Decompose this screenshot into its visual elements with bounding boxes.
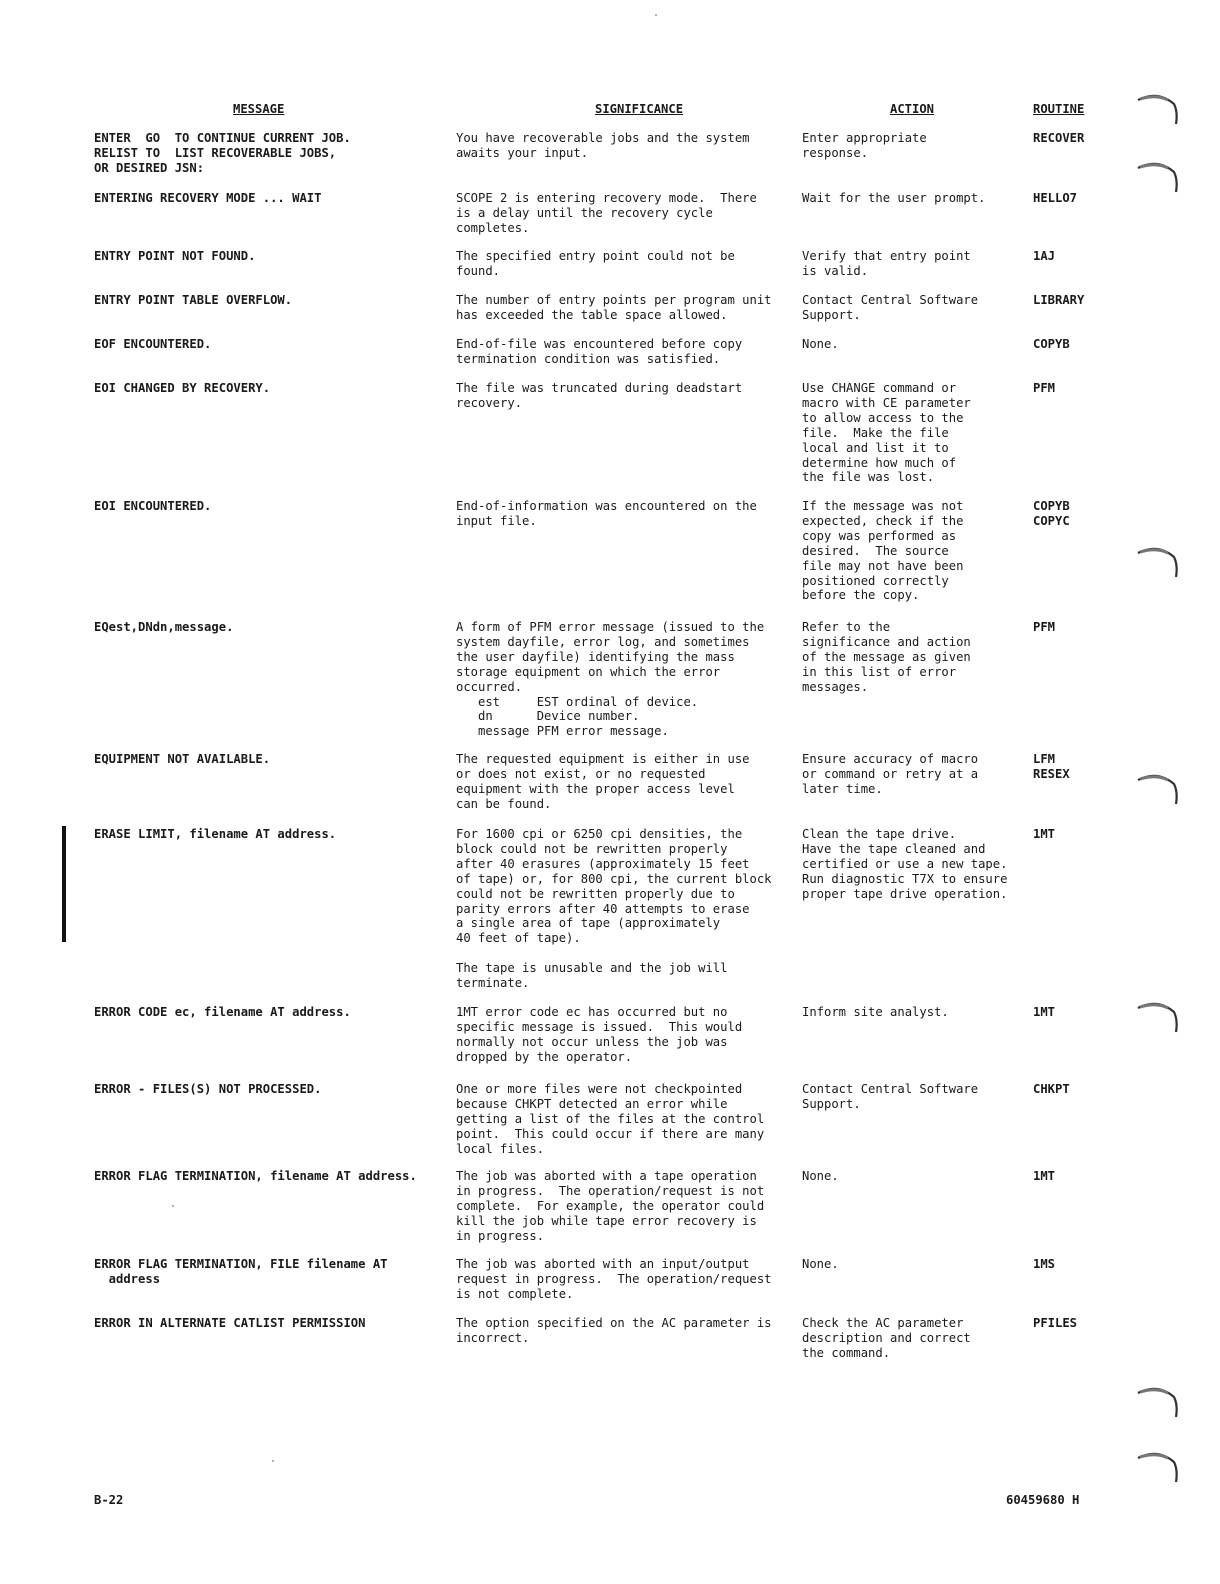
row-significance: A form of PFM error message (issued to the system dayfile, error log, and sometimes the user dayfile) identifying the mass storage equipment on which the error occurred. est EST ordinal of device. dn Device number. message PFM error message. [456, 620, 765, 739]
row-significance: End-of-information was encountered on the input file. [456, 499, 757, 528]
row-routine: COPYB COPYC [1033, 499, 1070, 528]
row-routine: 1MS [1033, 1257, 1056, 1271]
row-routine: HELLO7 [1033, 191, 1078, 205]
row-significance: For 1600 cpi or 6250 cpi densities, the block could not be rewritten properly after 40 erasures (approximately 15 feet of tape) or, for 800 cpi, the current block could not be rewritten properly due to parity errors after 40 attempts to erase a single area of tape (approximately 40 feet of tape). The tape is unusable and the job will terminate. [456, 827, 772, 991]
binder-hole-icon [1136, 770, 1180, 810]
row-message: ERROR CODE ec, filename AT address. [94, 1005, 351, 1019]
row-message: ERROR FLAG TERMINATION, FILE filename AT address [94, 1257, 388, 1286]
row-action: Inform site analyst. [802, 1005, 949, 1019]
binder-hole-icon [1136, 1448, 1180, 1488]
row-action: None. [802, 1257, 839, 1271]
row-significance: The file was truncated during deadstart recovery. [456, 381, 743, 410]
row-significance: The job was aborted with a tape operation in progress. The operation/request is not complete. For example, the operator could kill the job while tape error recovery is in progress. [456, 1169, 765, 1243]
binder-hole-icon [1136, 998, 1180, 1038]
row-action: Verify that entry point is valid. [802, 249, 971, 278]
row-message: EOI ENCOUNTERED. [94, 499, 212, 513]
row-action: Wait for the user prompt. [802, 191, 986, 205]
row-message: ERROR - FILES(S) NOT PROCESSED. [94, 1082, 322, 1096]
binder-hole-icon [1136, 90, 1180, 130]
row-message: ENTRY POINT TABLE OVERFLOW. [94, 293, 293, 307]
header-routine: ROUTINE [1033, 102, 1085, 116]
row-significance: SCOPE 2 is entering recovery mode. There is a delay until the recovery cycle completes. [456, 191, 757, 235]
row-significance: The requested equipment is either in use or does not exist, or no requested equipment with the proper access level can be found. [456, 752, 750, 811]
row-routine: 1AJ [1033, 249, 1056, 263]
row-message: ERROR IN ALTERNATE CATLIST PERMISSION [94, 1316, 366, 1330]
row-routine: 1MT [1033, 1169, 1056, 1183]
row-message: ERASE LIMIT, filename AT address. [94, 827, 337, 841]
row-action: Contact Central Software Support. [802, 293, 979, 322]
row-routine: COPYB [1033, 337, 1070, 351]
row-action: Refer to the significance and action of the message as given in this list of error messages. [802, 620, 971, 694]
scan-speck [172, 1205, 174, 1207]
row-routine: RECOVER [1033, 131, 1085, 145]
row-message: EOF ENCOUNTERED. [94, 337, 212, 351]
row-routine: PFM [1033, 620, 1056, 634]
header-message: MESSAGE [233, 102, 285, 116]
page-number: B-22 [94, 1493, 124, 1507]
row-routine: 1MT [1033, 1005, 1056, 1019]
row-message: ENTERING RECOVERY MODE ... WAIT [94, 191, 322, 205]
row-routine: PFILES [1033, 1316, 1078, 1330]
row-routine: 1MT [1033, 827, 1056, 841]
revision-change-bar [62, 826, 66, 942]
row-message: ENTER GO TO CONTINUE CURRENT JOB. RELIST TO LIST RECOVERABLE JOBS, OR DESIRED JSN: [94, 131, 351, 175]
row-message: EQest,DNdn,message. [94, 620, 234, 634]
row-action: Contact Central Software Support. [802, 1082, 979, 1111]
row-action: Use CHANGE command or macro with CE parameter to allow access to the file. Make the file local and list it to determine how much of the file was lost. [802, 381, 971, 485]
row-significance: The job was aborted with an input/output request in progress. The operation/request is not complete. [456, 1257, 772, 1301]
row-message: ENTRY POINT NOT FOUND. [94, 249, 256, 263]
row-message: ERROR FLAG TERMINATION, filename AT address. [94, 1169, 417, 1183]
scan-speck [272, 1460, 274, 1462]
binder-hole-icon [1136, 1383, 1180, 1423]
row-routine: CHKPT [1033, 1082, 1070, 1096]
row-routine: LIBRARY [1033, 293, 1085, 307]
row-action: None. [802, 337, 839, 351]
row-action: Check the AC parameter description and correct the command. [802, 1316, 971, 1360]
row-routine: LFM RESEX [1033, 752, 1070, 781]
binder-hole-icon [1136, 158, 1180, 198]
binder-hole-icon [1136, 543, 1180, 583]
row-significance: End-of-file was encountered before copy termination condition was satisfied. [456, 337, 743, 366]
row-action: If the message was not expected, check if the copy was performed as desired. The source file may not have been positioned correctly before the copy. [802, 499, 964, 603]
row-message: EOI CHANGED BY RECOVERY. [94, 381, 271, 395]
row-action: Ensure accuracy of macro or command or retry at a later time. [802, 752, 979, 796]
header-action: ACTION [890, 102, 935, 116]
row-action: None. [802, 1169, 839, 1183]
document-number: 60459680 H [1006, 1493, 1080, 1507]
row-significance: One or more files were not checkpointed because CHKPT detected an error while getting a list of the files at the control point. This could occur if there are many local files. [456, 1082, 765, 1156]
row-action: Enter appropriate response. [802, 131, 927, 160]
row-significance: The number of entry points per program unit has exceeded the table space allowed. [456, 293, 772, 322]
row-significance: You have recoverable jobs and the system awaits your input. [456, 131, 750, 160]
row-significance: 1MT error code ec has occurred but no specific message is issued. This would normally not occur unless the job was dropped by the operator. [456, 1005, 743, 1064]
row-message: EQUIPMENT NOT AVAILABLE. [94, 752, 271, 766]
row-routine: PFM [1033, 381, 1056, 395]
row-action: Clean the tape drive. Have the tape cleaned and certified or use a new tape. Run diagnostic T7X to ensure proper tape drive operation. [802, 827, 1008, 901]
header-significance: SIGNIFICANCE [595, 102, 684, 116]
row-significance: The specified entry point could not be found. [456, 249, 735, 278]
row-significance: The option specified on the AC parameter is incorrect. [456, 1316, 772, 1345]
scan-speck [655, 14, 657, 16]
